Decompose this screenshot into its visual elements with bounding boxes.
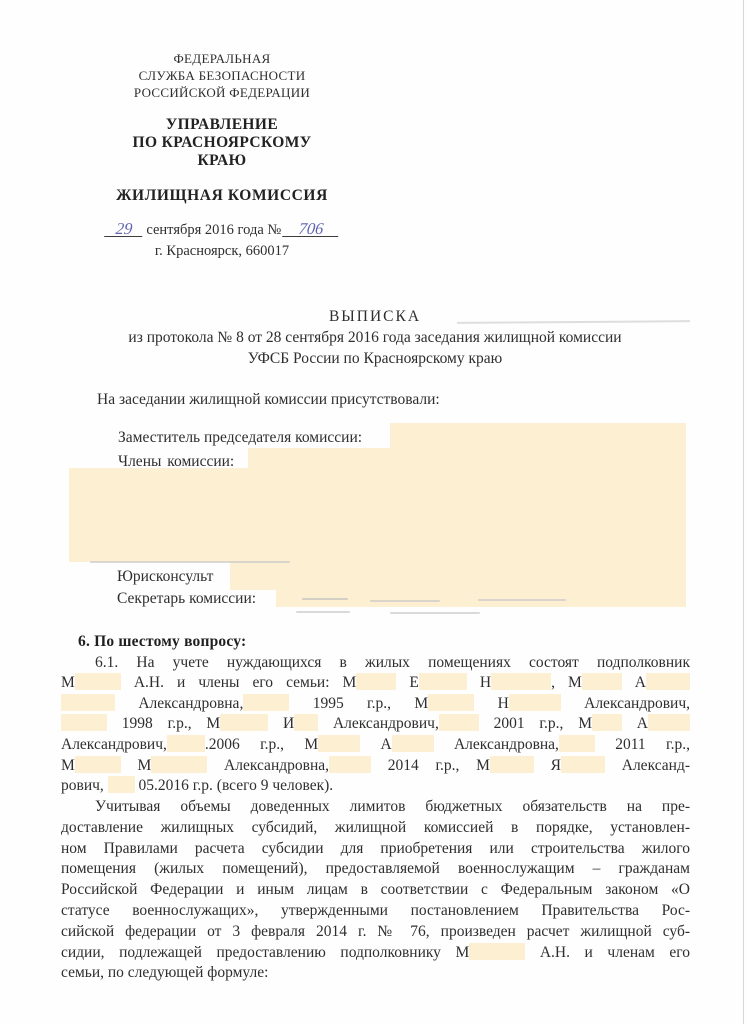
subsidy-paragraph — [61, 797, 690, 984]
extract-title: ВЫПИСКА — [328, 308, 422, 325]
attendee-label-secretary: Секретарь комиссии: — [117, 590, 257, 607]
redaction-box — [329, 756, 371, 773]
redaction-box — [428, 694, 474, 711]
redacted-text-remnant — [296, 611, 350, 613]
redaction-box — [356, 673, 396, 690]
section-6 — [61, 632, 690, 797]
redaction-box — [151, 756, 207, 773]
letterhead — [72, 50, 372, 260]
paragraph-line: семьи, по следующей формуле: — [61, 964, 269, 982]
org-name-line: РОССИЙСКОЙ ФЕДЕРАЦИИ — [133, 85, 311, 100]
redaction-block — [390, 423, 686, 448]
paragraph-line: ном Правилами расчета субсидии для приобретения или строительства жилого — [61, 839, 690, 857]
redaction-box — [75, 673, 121, 690]
paragraph-line: помещения (жилых помещений), предоставляемой военнослужащим – гражданам — [61, 860, 690, 878]
commission-title: ЖИЛИЩНАЯ КОМИССИЯ — [116, 187, 328, 204]
paragraph-line: Учитывая объемы доведенных лимитов бюджетных обязательств на пре- — [95, 798, 690, 815]
redaction-box — [648, 714, 690, 731]
redaction-box — [294, 714, 318, 731]
redaction-box — [392, 735, 434, 752]
city-line: г. Красноярск, 660017 — [154, 243, 290, 259]
redaction-box — [61, 714, 107, 731]
handwritten-day: 29 — [104, 221, 144, 237]
paragraph-line: Российской Федерации и иным лицам в соответствии с Федеральным законом «О — [61, 881, 690, 899]
paragraph-line: доставление жилищных субсидий, жилищной комиссией в порядке, установлен- — [61, 818, 690, 836]
redaction-box — [561, 756, 605, 773]
section-heading: 6. По шестому вопросу: — [78, 633, 247, 650]
department-block — [72, 116, 372, 170]
department-line: ПО КРАСНОЯРСКОМУ — [132, 134, 312, 151]
org-name-line: ФЕДЕРАЛЬНАЯ — [173, 51, 271, 66]
redaction-box — [559, 735, 595, 752]
issue-date-line — [72, 221, 372, 239]
redacted-text-remnant — [302, 598, 348, 600]
redaction-box — [490, 756, 534, 773]
redaction-block — [230, 562, 686, 590]
redaction-box — [592, 714, 622, 731]
redacted-text-remnant — [90, 561, 290, 563]
redacted-text-remnant — [390, 612, 480, 614]
org-block — [72, 50, 372, 101]
title-block — [60, 306, 690, 369]
redaction-box — [318, 735, 360, 752]
scan-edge-line — [743, 0, 744, 1024]
date-printed-text: сентября 2016 года № — [146, 222, 282, 238]
paragraph-line: сидии, подлежащей предоставлению подполковнику М А.Н. и членам его — [61, 943, 690, 961]
body-line: Александровна, 1995 г.р., М Н Александрович, — [61, 694, 690, 715]
org-name-line: СЛУЖБА БЕЗОПАСНОСТИ — [138, 68, 306, 83]
attendee-label-deputy: Заместитель председателя комиссии: — [118, 429, 363, 446]
body-line: 6.1. На учете нуждающихся в жилых помещениях состоят подполковник — [95, 653, 690, 671]
handwritten-number: 706 — [282, 221, 340, 237]
redaction-box — [75, 756, 121, 773]
redacted-text-remnant — [370, 600, 440, 602]
paragraph-line: статусе военнослужащих», утвержденными постановлением Правительства Рос- — [61, 901, 690, 919]
body-line: Александрович, .2006 г.р., М А Александровна, 2011 г.р., — [61, 735, 690, 753]
body-line: 1998 г.р., М И Александрович, 2001 г.р., М А — [61, 714, 690, 735]
department-line: УПРАВЛЕНИЕ — [165, 116, 279, 133]
redaction-box — [220, 714, 268, 731]
redaction-box — [439, 714, 479, 731]
extract-subtitle-line: из протокола № 8 от 28 сентября 2016 года заседания жилищной комиссии — [128, 329, 622, 346]
redaction-box — [61, 694, 115, 711]
department-line: КРАЮ — [197, 152, 247, 169]
paragraph-line: сийской федерации от 3 февраля 2014 г. № 76, произведен расчет жилищной суб- — [61, 922, 690, 940]
redaction-block — [69, 468, 686, 562]
attendees-intro: На заседании жилищной комиссии присутствовали: — [97, 391, 440, 408]
redaction-box — [167, 735, 205, 752]
redacted-text-remnant — [478, 599, 566, 601]
body-line: М А.Н. и члены его семьи: М Е Н , М А — [61, 673, 690, 694]
redaction-box — [509, 694, 561, 711]
attendees-block — [60, 420, 690, 620]
redaction-box — [469, 943, 525, 960]
redaction-box — [491, 673, 551, 690]
body-line: рович, 05.2016 г.р. (всего 9 человек). — [61, 777, 334, 795]
attendee-label-legal: Юрисконсульт — [117, 568, 214, 585]
attendee-label-members: Члены комиссии: — [118, 453, 235, 470]
redaction-box — [582, 673, 622, 690]
redaction-box — [419, 673, 467, 690]
extract-subtitle-line: УФСБ России по Красноярскому краю — [247, 350, 503, 367]
redaction-box — [108, 776, 135, 793]
redaction-box — [243, 694, 289, 711]
redaction-box — [646, 673, 690, 690]
body-line: М М Александровна, 2014 г.р., М Я Александ- — [61, 756, 691, 774]
redaction-block — [248, 448, 686, 468]
